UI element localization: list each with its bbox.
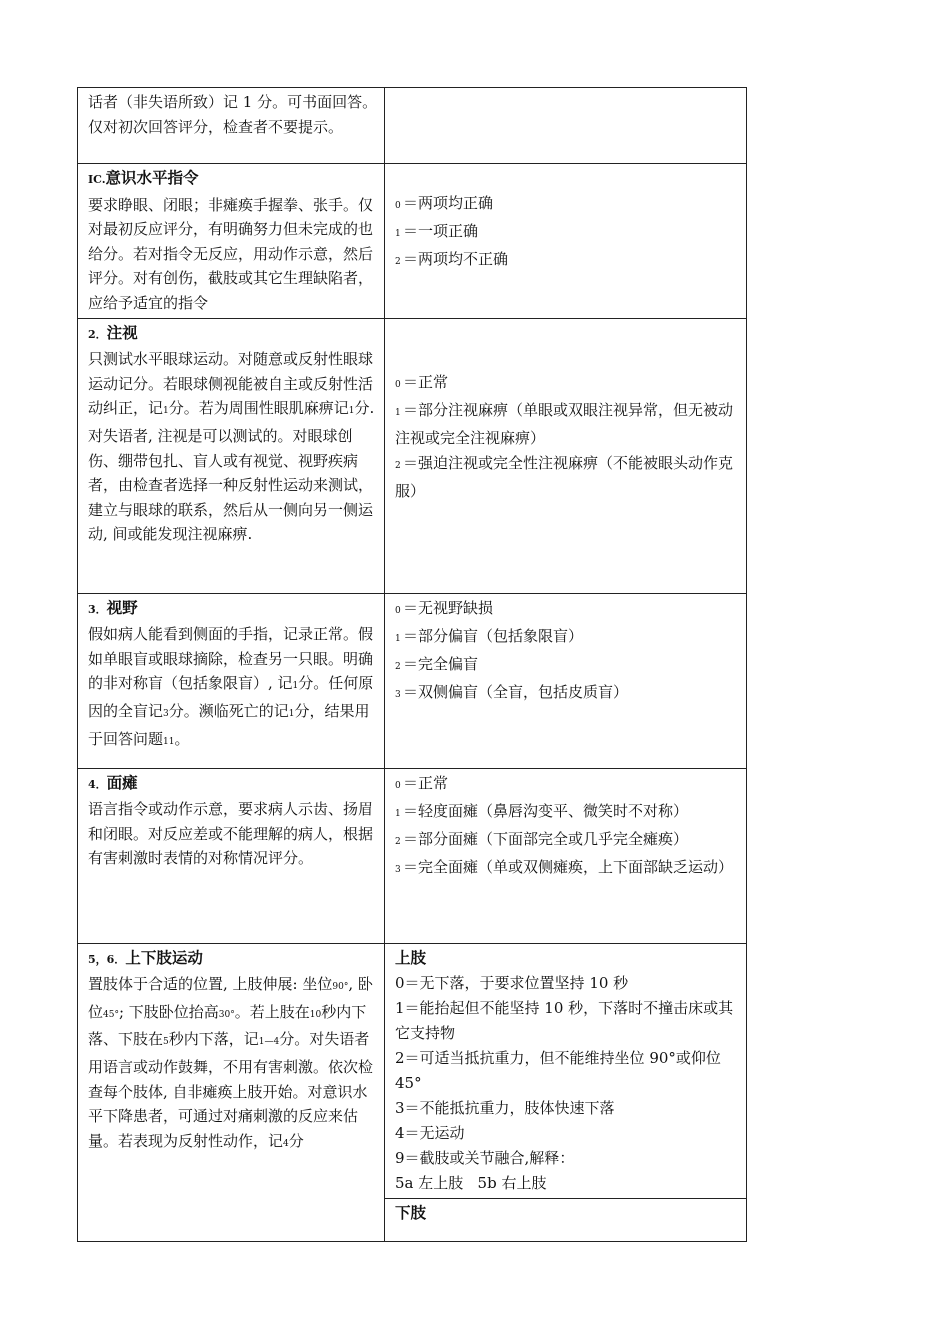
row1c-left-cell: [78, 164, 385, 319]
row1c-body: 要求睁眼、闭眼；非瘫痪手握拳、张手。仅对最初反应评分，有明确努力但未完成的也给分。若对指令无反应，用动作示意，然后评分。对有创伤，截肢或其它生理缺陷者，应给予适宜的指令: [88, 195, 374, 312]
list-item: 2 ＝部分面瘫（下面部完全或几乎完全瘫痪）: [395, 829, 689, 848]
row2-right-cell: [385, 318, 747, 593]
table-row: [78, 164, 747, 319]
row4-left-cell: [78, 768, 385, 943]
list-item: 0 ＝正常: [395, 773, 449, 792]
row1c-heading: [88, 166, 378, 193]
row0-text: 话者（非失语所致）记 1 分。可书面回答。仅对初次回答评分，检查者不要提示。: [88, 93, 378, 136]
list-item: 9＝截肢或关节融合,解释：: [395, 1148, 575, 1167]
row4-heading: [88, 771, 378, 798]
row1c-heading-prefix: IC.: [88, 173, 106, 186]
row4-heading-num: 4．: [88, 777, 107, 791]
row5-heading-text: 上下肢运动: [125, 948, 203, 967]
upper-limb-heading: 上肢: [395, 948, 427, 967]
row1c-right-cell: [385, 164, 747, 319]
list-item: 2 ＝完全偏盲: [395, 654, 479, 673]
list-item: 1＝能抬起但不能坚持 10 秒，下落时不撞击床或其它支持物: [395, 998, 734, 1042]
row4-body: 语言指令或动作示意，要求病人示齿、扬眉和闭眼。对反应差或不能理解的病人，根据有害刺激时表情的对称情况评分。: [88, 800, 374, 868]
row4-heading-text: 面瘫: [106, 773, 138, 792]
table-row: [78, 943, 747, 1198]
list-item: 4＝无运动: [395, 1123, 465, 1142]
list-item: 1 ＝部分偏盲（包括象限盲）: [395, 626, 584, 645]
row1c-heading-text: 意识水平指令: [105, 169, 199, 187]
list-item: 0 ＝两项均正确: [395, 194, 494, 212]
list-item: 0＝无下落，于要求位置坚持 10 秒: [395, 973, 629, 992]
list-item: 3＝不能抵抗重力，肢体快速下落: [395, 1098, 615, 1117]
row5-body: 置肢体于合适的位置, 上肢伸展: 坐位90°, 卧位45°; 下肢卧位抬高30°。若上肢在10秒内下落、下肢在5秒内下落，记1—4分。对失语者用语言或动作鼓舞，不用有害刺激。依次检查每个肢体, 自非瘫痪上肢开始。对意识水平下降患者，可通过对痛刺激的反应来估量。若表现为反射性动作，记4分: [88, 975, 374, 1150]
list-item-continuation: 注视或完全注视麻痹）: [395, 428, 546, 447]
row0-right-cell: [385, 88, 747, 164]
table-row: [78, 88, 747, 164]
row2-body: 只测试水平眼球运动。对随意或反射性眼球运动记分。若眼球侧视能被自主或反射性活动纠正，记1分。若为周围性眼肌麻痹记1分. 对失语者, 注视是可以测试的。对眼球创伤、绷带包扎、盲人或有视觉、视野疾病者，由检查者选择一种反射性运动来测试，建立与眼球的联系，然后从一侧向另一侧运动, 间或能发现注视麻痹.: [88, 350, 375, 544]
row2-heading-text: 注视: [106, 323, 138, 342]
row4-right-cell: [385, 768, 747, 943]
row5-heading: [88, 946, 378, 973]
row5-heading-num: 5，6．: [88, 952, 126, 966]
list-item: 2＝可适当抵抗重力，但不能维持坐位 90°或仰位 45°: [395, 1048, 721, 1092]
row3-heading: [88, 596, 378, 623]
list-item: 1 ＝轻度面瘫（鼻唇沟变平、微笑时不对称）: [395, 801, 689, 820]
list-item: 3 ＝完全面瘫（单或双侧瘫痪，上下面部缺乏运动）: [395, 857, 734, 876]
row2-heading: [88, 321, 378, 348]
row3-left-cell: [78, 593, 385, 768]
row3-heading-num: 3．: [88, 602, 107, 616]
list-item: 2 ＝两项均不正确: [395, 250, 509, 268]
row0-left-cell: [78, 88, 385, 164]
row5-lower-cell: [385, 1198, 747, 1241]
row5-upper-cell: [385, 943, 747, 1198]
nihss-scale-table: [77, 87, 747, 1242]
table-row: [78, 768, 747, 943]
table-row: [78, 318, 747, 593]
row2-heading-num: 2．: [88, 327, 107, 341]
row3-body: 假如病人能看到侧面的手指，记录正常。假如单眼盲或眼球摘除，检查另一只眼。明确的非对称盲（包括象限盲）, 记1分。任何原因的全盲记3分。濒临死亡的记1分，结果用于回答问题11。: [88, 625, 374, 748]
list-item: 1 ＝一项正确: [395, 222, 479, 240]
lower-limb-heading: 下肢: [395, 1203, 427, 1222]
row3-heading-text: 视野: [106, 598, 138, 617]
list-item-continuation: 服）: [395, 481, 426, 500]
table-row: [78, 593, 747, 768]
row3-right-cell: [385, 593, 747, 768]
list-item: 0 ＝无视野缺损: [395, 598, 494, 617]
list-item: 2 ＝强迫注视或完全性注视麻痹（不能被眼头动作克: [395, 453, 734, 472]
list-item: 3 ＝双侧偏盲（全盲，包括皮质盲）: [395, 682, 629, 701]
list-item: 0 ＝正常: [395, 372, 449, 391]
row5-left-cell: [78, 943, 385, 1241]
list-item: 5a 左上肢 5b 右上肢: [395, 1173, 547, 1192]
row2-left-cell: [78, 318, 385, 593]
list-item: 1 ＝部分注视麻痹（单眼或双眼注视异常，但无被动: [395, 400, 734, 419]
